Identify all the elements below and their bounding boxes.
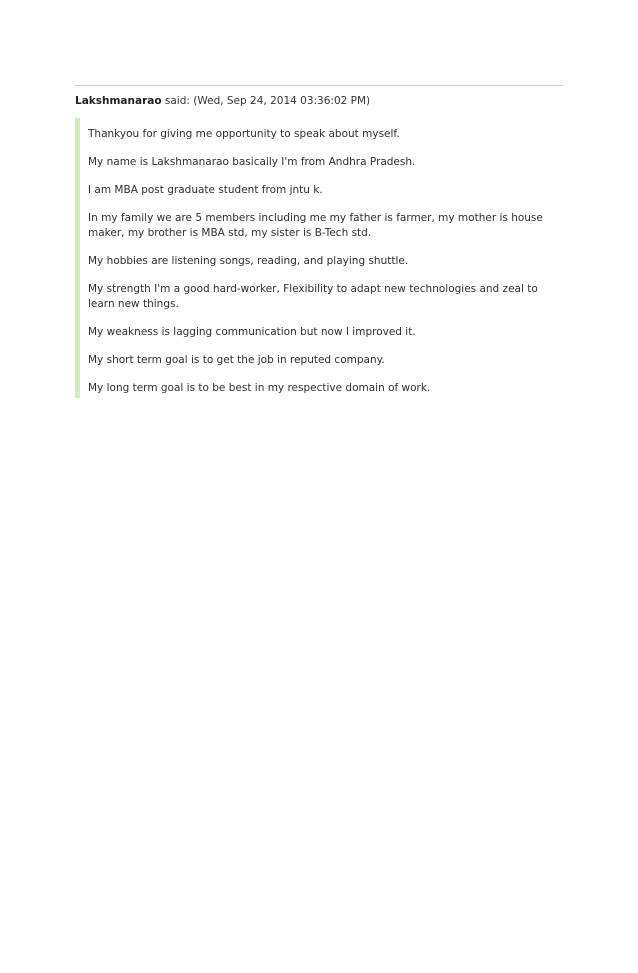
comment-paragraph: My strength I'm a good hard-worker, Flexibility to adapt new technologies and zeal to learn new things. (88, 283, 538, 310)
comment-body (75, 118, 563, 398)
comment-paragraph: In my family we are 5 members including me my father is farmer, my mother is house maker, my brother is MBA std, my sister is B-Tech std. (88, 212, 543, 239)
comment-paragraph: My name is Lakshmanarao basically I'm from Andhra Pradesh. (88, 156, 416, 168)
comment-header (75, 94, 563, 108)
comment-paragraph: My weakness is lagging communication but now I improved it. (88, 326, 416, 338)
comment-paragraph: My hobbies are listening songs, reading, and playing shuttle. (88, 255, 409, 267)
comment-paragraph: My short term goal is to get the job in reputed company. (88, 354, 385, 366)
comment-meta: said: (Wed, Sep 24, 2014 03:36:02 PM) (161, 95, 371, 107)
header-divider (75, 85, 563, 86)
comment-paragraph: My long term goal is to be best in my respective domain of work. (88, 382, 431, 394)
comment-paragraph: Thankyou for giving me opportunity to speak about myself. (88, 128, 400, 140)
comment-author: Lakshmanarao (75, 95, 162, 107)
comment-paragraph: I am MBA post graduate student from jntu k. (88, 184, 323, 196)
